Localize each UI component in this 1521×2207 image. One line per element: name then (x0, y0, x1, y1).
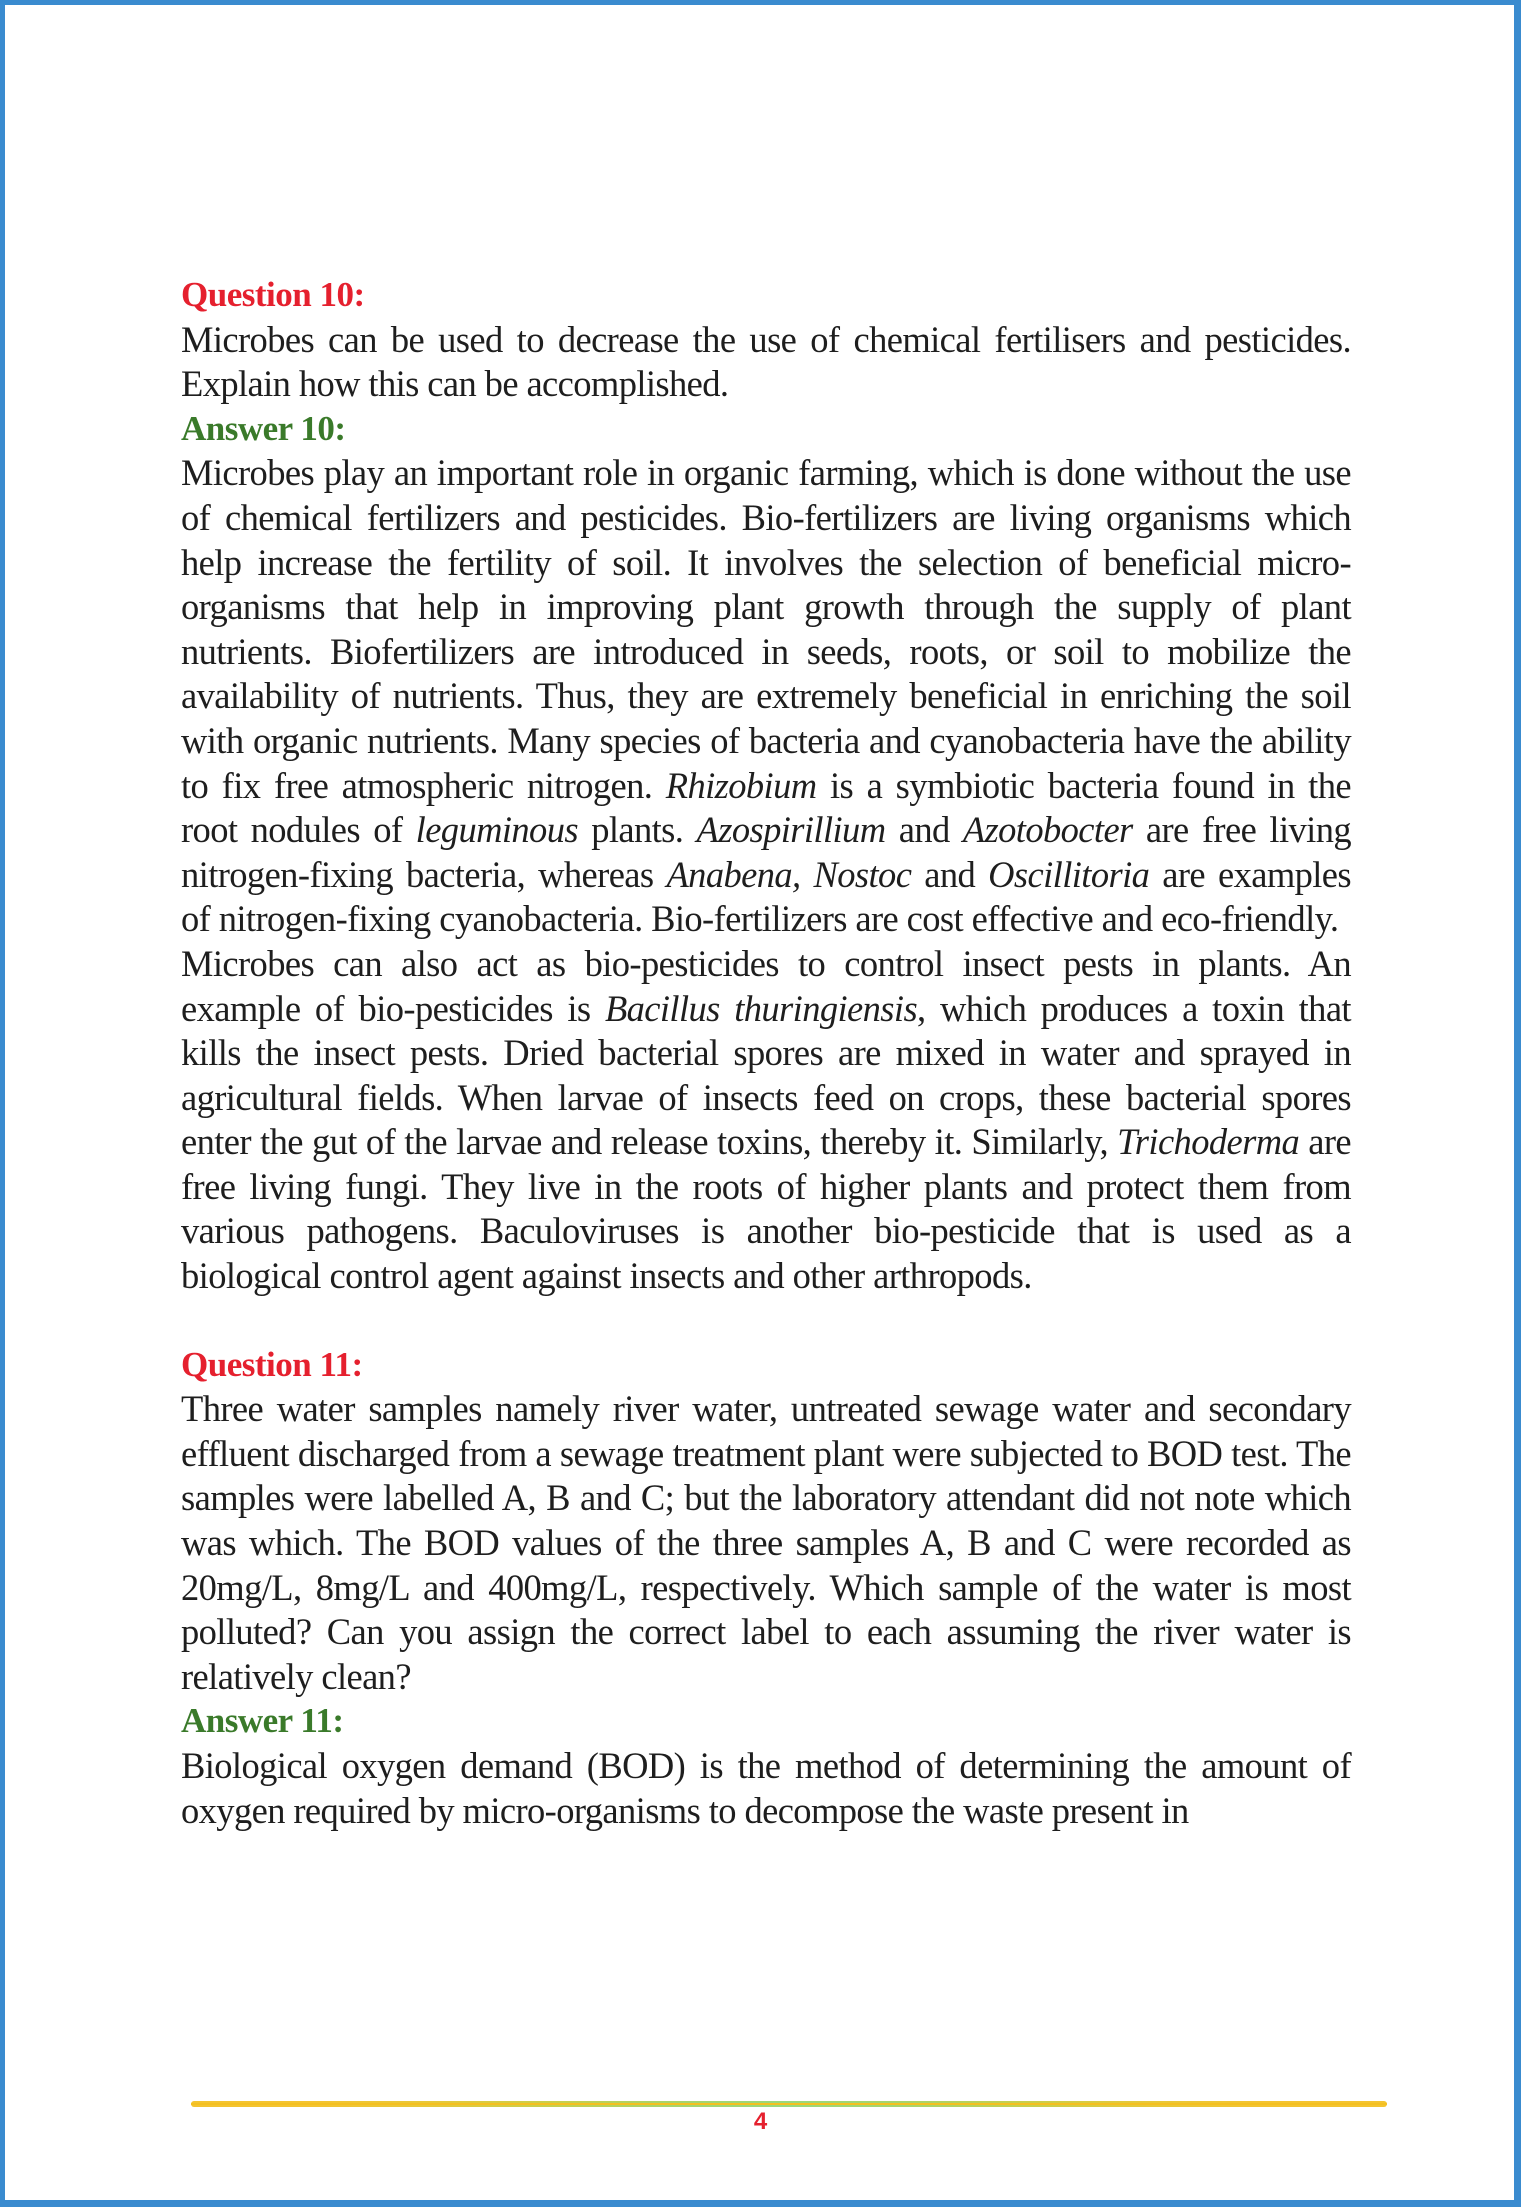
text-segment: Biological oxygen demand (BOD) is the method of determining the amount of oxygen required by micro-organisms to decompose the waste present in (181, 1745, 1351, 1831)
answer-11-heading: Answer 11: (181, 1701, 344, 1741)
italic-term-anabena-nostoc: Anabena, Nostoc (666, 853, 912, 895)
question-11-heading: Question 11: (181, 1344, 363, 1384)
text-segment: Microbes can also act as bio-pesticides to control insect pests in plants. An example of bio-pesticides is (181, 942, 1351, 1029)
section-spacer (181, 1299, 1351, 1343)
page-number: 4 (753, 2108, 768, 2135)
text-segment: Microbes play an important role in organic farming, which is done without the use of chemical fertilizers and pesticides. Bio-fertilizers are living organisms which help increase the fertility of soil. It involves the selection of beneficial micro-organisms that help in improving plant growth through the supply of plant nutrients. Biofertilizers are introduced in seeds, roots, or soil to mobilize the availability of nutrients. Thus, they are extremely beneficial in enriching the soil with organic nutrients. Many species of bacteria and cyanobacteria have the ability to fix free atmospheric nitrogen. (181, 452, 1351, 806)
question-10-heading: Question 10: (181, 275, 365, 314)
italic-term-trichoderma: Trichoderma (1117, 1121, 1300, 1163)
question-10-text: Microbes can be used to decrease the use of chemical fertilisers and pesticides. Explain how this can be accomplished. (181, 318, 1351, 405)
text-segment: and (911, 853, 989, 895)
answer-10-heading: Answer 10: (181, 408, 346, 448)
answer-11-paragraph-1 (181, 1744, 1351, 1833)
italic-term-azospirillium: Azospirillium (696, 809, 886, 851)
text-segment: plants. (577, 809, 697, 851)
text-segment: are free living nitrogen-fixing bacteria, whereas (181, 809, 1351, 895)
question-11-text: Three water samples namely river water, untreated sewage water and secondary effluent discharged from a sewage treatment plant were subjected to BOD test. The samples were labelled A, B and C; but the laboratory attendant did not note which was which. The BOD values of the three samples A, B and C were recorded as 20mg/L, 8mg/L and 400mg/L, respectively. Which sample of the water is most polluted? Can you assign the correct label to each assuming the river water is relatively clean? (181, 1388, 1351, 1697)
italic-term-bacillus-thuringiensis: Bacillus thuringiensis (604, 987, 918, 1029)
text-segment: , which produces a toxin that kills the insect pests. Dried bacterial spores are mixed in water and sprayed in agricultural fields. When larvae of insects feed on crops, these bacterial spores enter the gut of the larvae and release toxins, thereby it. Similarly, (181, 987, 1351, 1163)
answer-10-paragraph-2 (181, 942, 1351, 1299)
italic-term-rhizobium: Rhizobium (665, 764, 817, 806)
text-segment: are examples of nitrogen-fixing cyanobacteria. Bio-fertilizers are cost effective and eco-friendly. (181, 853, 1352, 940)
text-segment: and (885, 809, 963, 851)
page-content (181, 273, 1351, 1833)
text-segment: is a symbiotic bacteria found in the root nodules of (181, 764, 1351, 851)
italic-term-leguminous: leguminous (415, 809, 578, 851)
answer-10-paragraph-1 (181, 451, 1351, 942)
italic-term-azotobocter: Azotobocter (962, 809, 1133, 851)
footer-divider (191, 2101, 1387, 2107)
document-page (5, 5, 1514, 2200)
italic-term-oscillitoria: Oscillitoria (988, 853, 1150, 895)
text-segment: are free living fungi. They live in the roots of higher plants and protect them from various pathogens. Baculoviruses is another bio-pesticide that is used as a biological control agent against insects and other arthropods. (181, 1121, 1351, 1297)
